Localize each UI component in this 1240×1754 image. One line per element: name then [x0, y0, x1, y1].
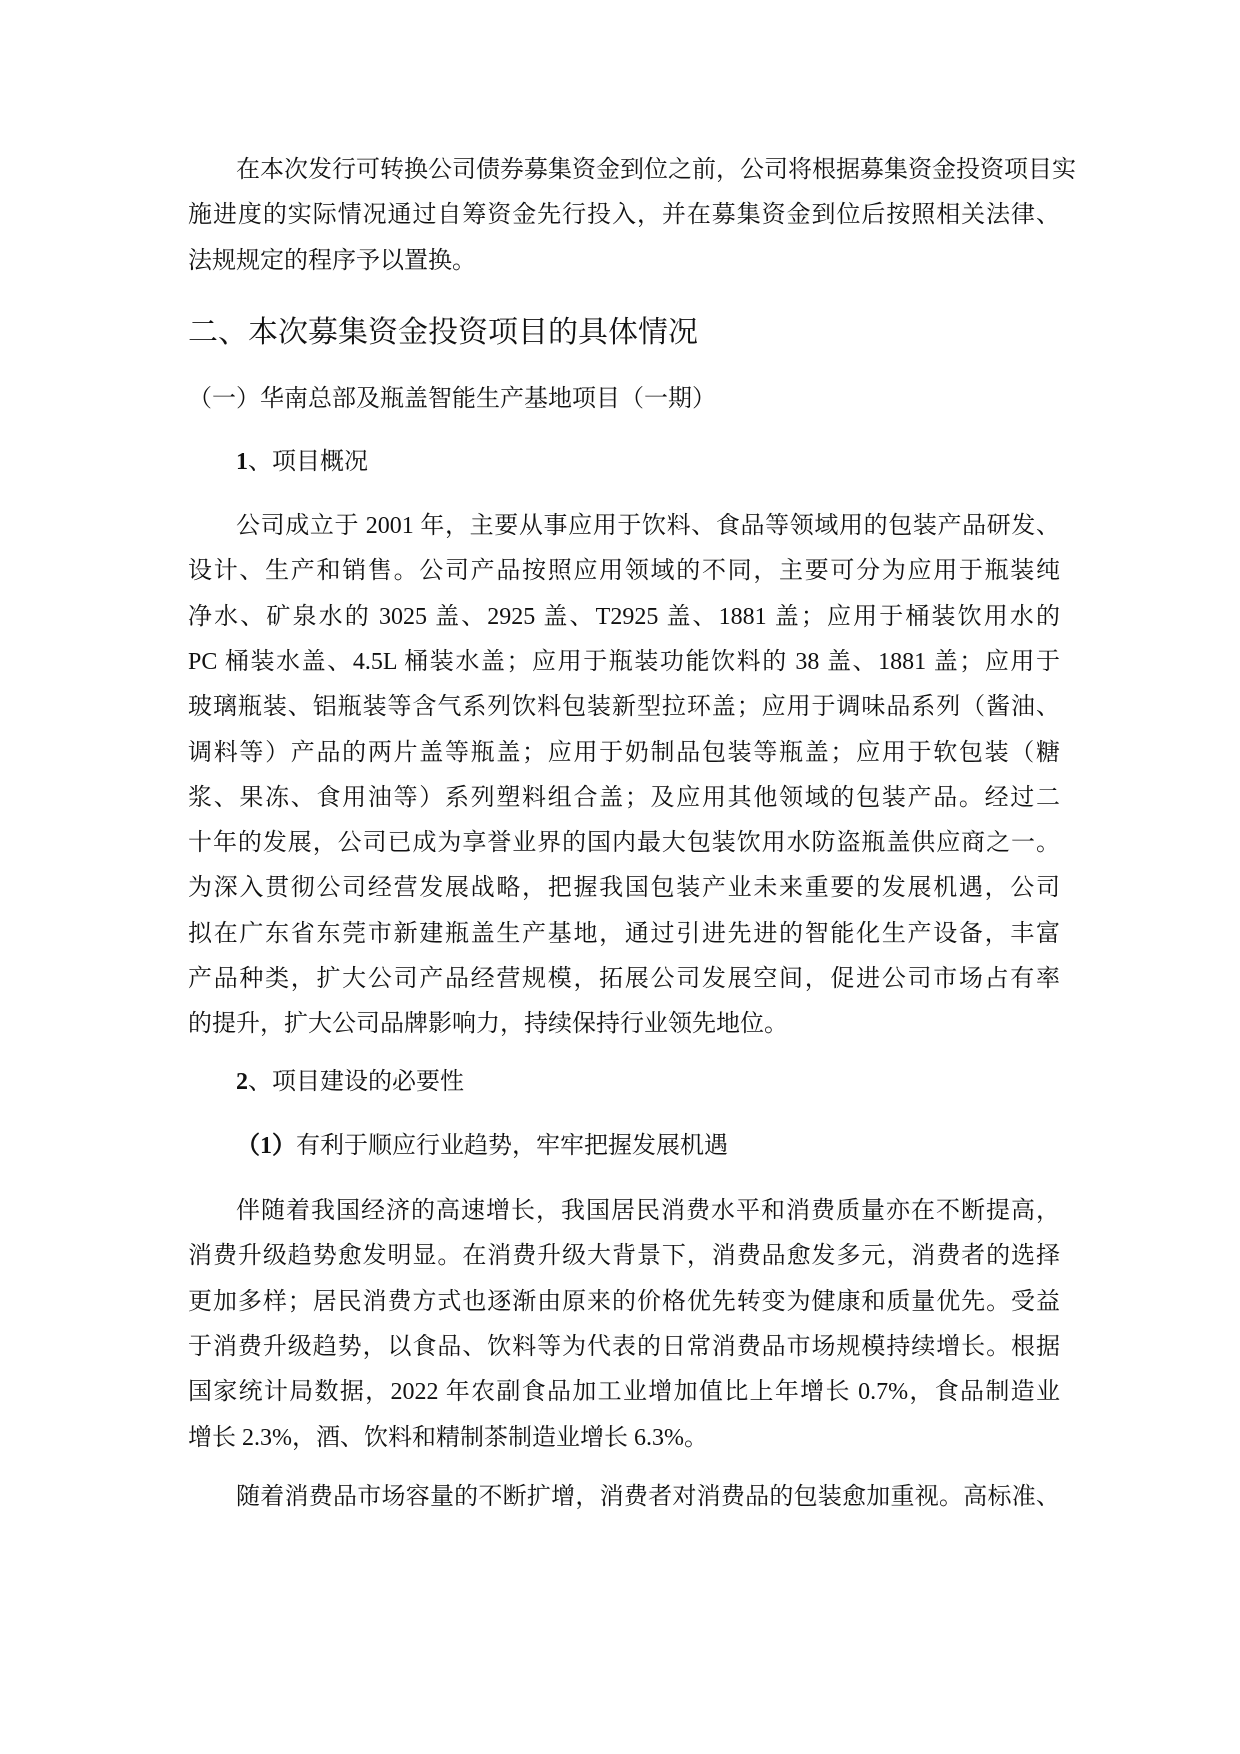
section-number: 1 — [236, 449, 248, 475]
section-label: 、项目建设的必要性 — [248, 1069, 464, 1095]
text-line: 浆、果冻、食用油等）系列塑料组合盖；及应用其他领域的包装产品。经过二 — [188, 784, 1060, 811]
section-number: 2 — [236, 1069, 248, 1095]
text-line: 增长 2.3%，酒、饮料和精制茶制造业增长 6.3%。 — [188, 1424, 708, 1451]
text-line — [236, 1124, 1060, 1168]
text-line: 于消费升级趋势，以食品、饮料等为代表的日常消费品市场规模持续增长。根据 — [188, 1333, 1060, 1360]
text-line: 玻璃瓶装、铝瓶装等含气系列饮料包装新型拉环盖；应用于调味品系列（酱油、 — [188, 694, 1060, 721]
text-line — [236, 440, 1060, 484]
text-line: 更加多样；居民消费方式也逐渐由原来的价格优先转变为健康和质量优先。受益 — [188, 1288, 1060, 1315]
text-line: 净水、矿泉水的 3025 盖、2925 盖、T2925 盖、1881 盖；应用于桶装饮用水的 — [188, 603, 1060, 630]
text-line: 在本次发行可转换公司债券募集资金到位之前，公司将根据募集资金投资项目实 — [236, 157, 1076, 183]
section-label: 、项目概况 — [248, 449, 368, 475]
text-line: PC 桶装水盖、4.5L 桶装水盖；应用于瓶装功能饮料的 38 盖、1881 盖；应用于 — [188, 648, 1060, 675]
text-line: 随着消费品市场容量的不断扩增，消费者对消费品的包装愈加重视。高标准、 — [236, 1484, 1060, 1510]
text-line: 施进度的实际情况通过自筹资金先行投入，并在募集资金到位后按照相关法律、 — [188, 202, 1060, 229]
text-line: 法规规定的程序予以置换。 — [188, 247, 476, 274]
text-line: 为深入贯彻公司经营发展战略，把握我国包装产业未来重要的发展机遇，公司 — [188, 875, 1060, 902]
section-number: （1） — [236, 1133, 296, 1159]
section-label: 有利于顺应行业趋势，牢牢把握发展机遇 — [296, 1133, 728, 1159]
text-line: 二、本次募集资金投资项目的具体情况 — [188, 316, 698, 349]
text-line: 的提升，扩大公司品牌影响力，持续保持行业领先地位。 — [188, 1011, 788, 1038]
text-line: 设计、生产和销售。公司产品按照应用领域的不同，主要可分为应用于瓶装纯 — [188, 558, 1060, 585]
text-line: 消费升级趋势愈发明显。在消费升级大背景下，消费品愈发多元，消费者的选择 — [188, 1243, 1060, 1270]
text-line — [236, 1060, 1060, 1104]
text-line: 十年的发展，公司已成为享誉业界的国内最大包装饮用水防盗瓶盖供应商之一。 — [188, 830, 1060, 857]
text-line: 公司成立于 2001 年，主要从事应用于饮料、食品等领域用的包装产品研发、 — [236, 513, 1060, 539]
text-line: （一）华南总部及瓶盖智能生产基地项目（一期） — [188, 386, 716, 412]
text-line: 拟在广东省东莞市新建瓶盖生产基地，通过引进先进的智能化生产设备，丰富 — [188, 920, 1060, 947]
text-line: 产品种类，扩大公司产品经营规模，拓展公司发展空间，促进公司市场占有率 — [188, 966, 1060, 992]
text-line: 国家统计局数据，2022 年农副食品加工业增加值比上年增长 0.7%，食品制造业 — [188, 1379, 1060, 1406]
text-line: 调料等）产品的两片盖等瓶盖；应用于奶制品包装等瓶盖；应用于软包装（糖 — [188, 739, 1060, 766]
text-line: 伴随着我国经济的高速增长，我国居民消费水平和消费质量亦在不断提高， — [236, 1198, 1060, 1224]
